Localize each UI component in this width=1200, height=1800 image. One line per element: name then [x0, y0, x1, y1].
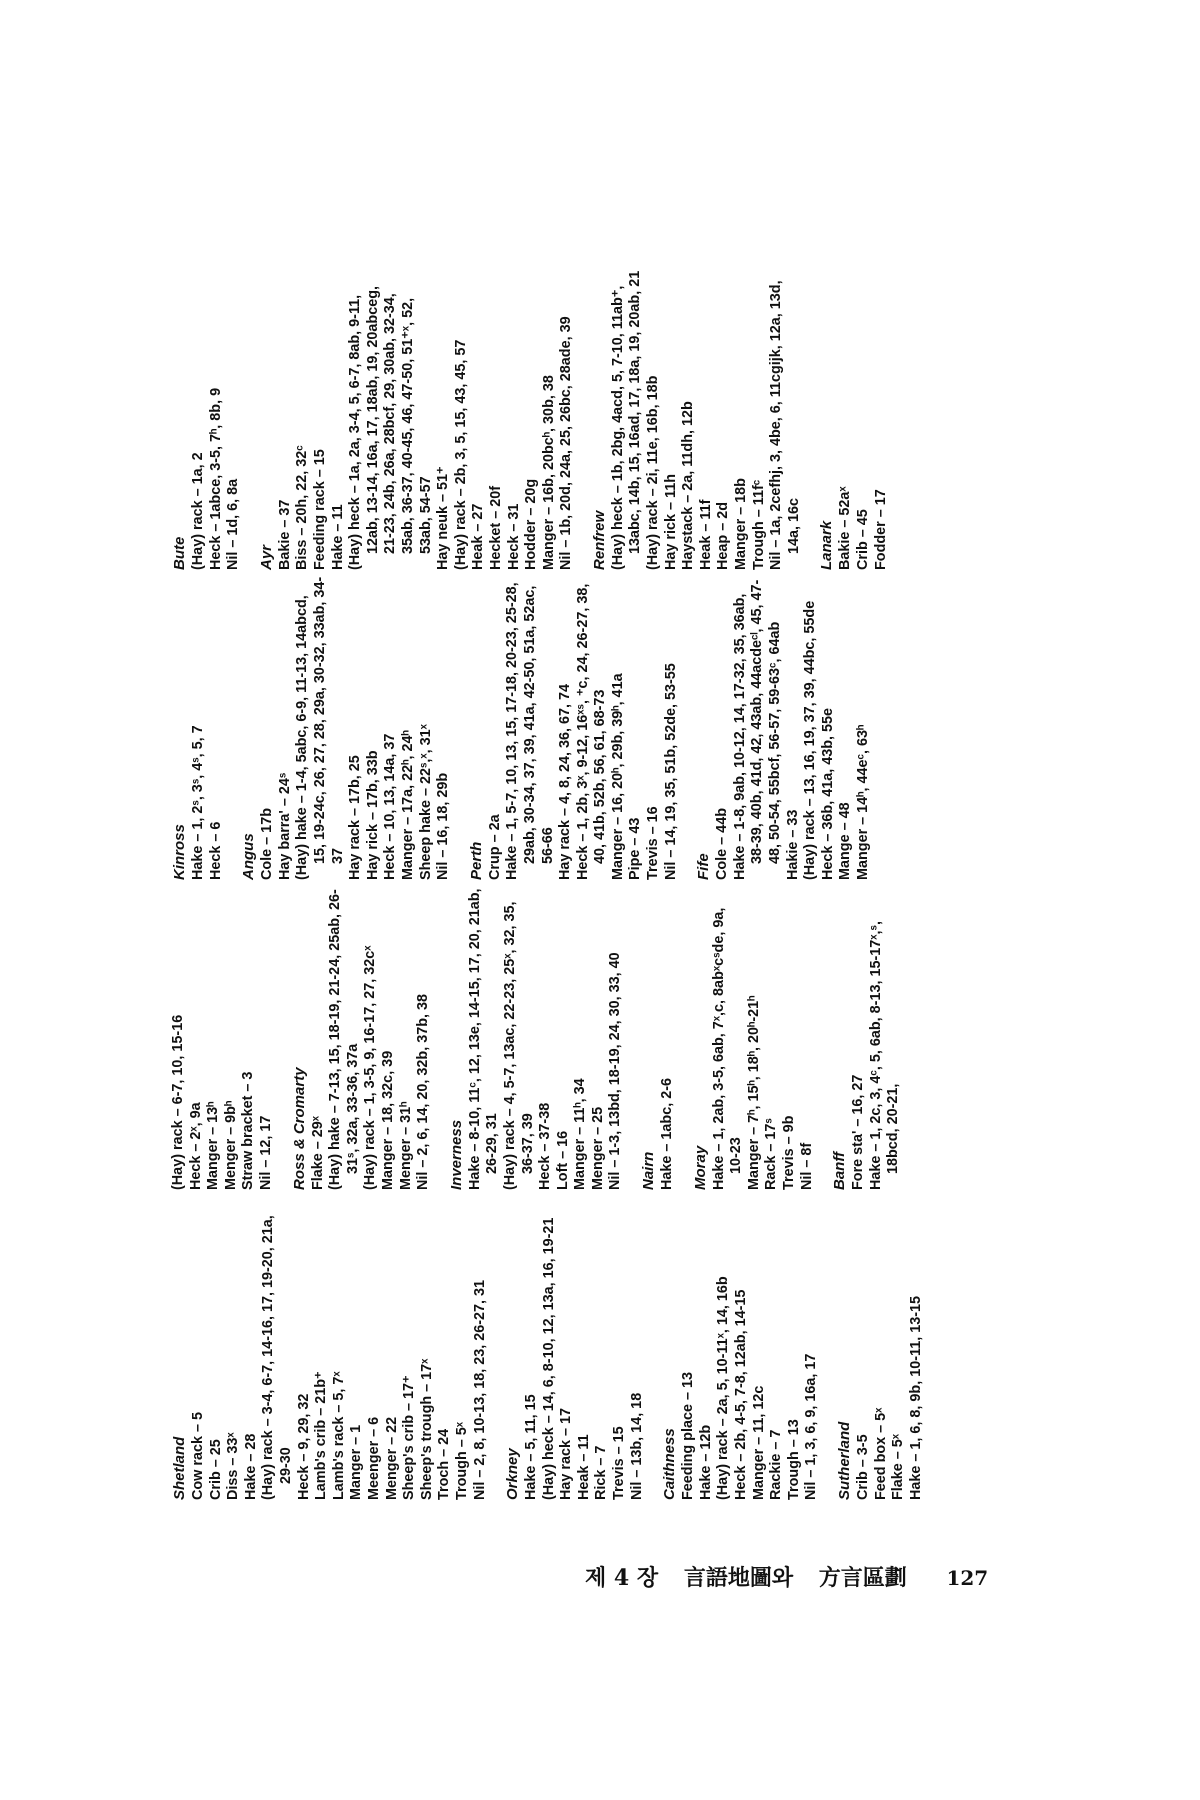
term-entry: Flake – 5ˣ: [890, 1433, 907, 1500]
term-entry: Straw bracket – 3: [240, 1071, 257, 1190]
county-heading: Orkney: [504, 1448, 522, 1500]
term-entry: Hay rack – 17: [558, 1407, 575, 1500]
term-entry: Manger – 11ʰ, 34: [572, 1078, 589, 1190]
term-entry: (Hay) hake – 7-13, 15, 18-19, 21-24, 25ab, 26-31ˢ, 32a, 33-36, 37a: [327, 889, 361, 1190]
term-entry: Manger – 18b: [733, 478, 750, 570]
text-column: [170, 1190, 1010, 1500]
term-entry: Heck – 36b, 41a, 43b, 55e: [819, 707, 836, 880]
term-entry: Crup – 2a: [486, 814, 503, 880]
term-entry: Heck – 1, 2b, 3ˣ, 9-12, 16ˣˢ, ⁺c, 24, 26-27, 38, 40, 41b, 52b, 56, 61, 68-73: [574, 583, 609, 880]
term-entry: (Hay) rack – 2a, 5, 10-11ˣ, 14, 16b: [715, 1276, 732, 1500]
text-column: [170, 570, 1010, 880]
text-column: [170, 880, 1010, 1190]
term-entry: Hake – 1, 2ˢ, 3ˢ, 4ˢ, 5, 7: [190, 725, 206, 880]
term-entry: (Hay) rack – 6-7, 10, 15-16: [170, 1014, 186, 1190]
county-section: [694, 574, 872, 880]
term-entry: Trough – 5ˣ: [453, 1421, 470, 1500]
term-entry: Hay barra' – 24ˢ: [276, 772, 293, 880]
county-section: [447, 884, 625, 1190]
term-entry: Nil – 1, 3, 6, 9, 16a, 17: [803, 1353, 820, 1500]
term-entry: Fore sta' – 16, 27: [850, 1074, 867, 1190]
county-heading: Moray: [691, 1145, 709, 1190]
text-column: [170, 260, 1010, 570]
chapter-title-part1: 言語地圖와: [683, 1565, 794, 1591]
page-number: 127: [946, 1566, 989, 1590]
county-section: [660, 1194, 821, 1500]
term-entry: Heap – 2d: [715, 502, 732, 570]
term-entry: Mange – 48: [837, 802, 854, 880]
county-section: [290, 884, 433, 1190]
term-entry: Hake – 1, 5-7, 10, 13, 15, 17-18, 20-23, 25-28, 29ab, 30-34, 37, 39, 41a, 42-50, 51a, 52ac, 56-66: [504, 582, 556, 880]
term-entry: Manger – 7ʰ, 15ʰ, 18ʰ, 20ʰ-21ʰ: [745, 995, 762, 1190]
county-heading: Nairn: [640, 1151, 658, 1190]
term-entry: (Hay) rack – 1a, 2: [190, 452, 206, 570]
term-entry: Lamb's rack – 5, 7ˣ: [330, 1371, 347, 1500]
term-entry: Trough – 13: [785, 1419, 802, 1500]
county-heading: Perth: [467, 841, 485, 880]
term-entry: Nil – 1d, 6, 8a: [225, 478, 242, 570]
term-entry: Trevis – 9b: [781, 1115, 798, 1190]
term-entry: (Hay) heck – 1b, 2bg, 4acd, 5, 7-10, 11ab⁺, 13abc, 14b, 15, 16ad, 17, 18a, 19, 20ab, 21: [609, 270, 644, 570]
term-entry: Rack – 17ˢ: [763, 1118, 780, 1190]
term-entry: Hake – 5, 11, 15: [523, 1394, 540, 1500]
term-entry: Manger – 16b, 20bcʰ, 30b, 38: [540, 375, 557, 570]
term-entry: Manger – 14ʰ, 44eᶜ, 63ʰ: [855, 724, 871, 880]
term-entry: Nil – 1-3, 13bd, 18-19, 24, 30, 33, 40: [607, 952, 624, 1190]
term-entry: Cole – 17b: [259, 808, 276, 880]
term-entry: Flake – 29ˣ: [309, 1115, 326, 1190]
columns: [170, 260, 1010, 1500]
term-entry: Manger – 16, 20ʰ, 29b, 39ʰ, 41a: [609, 673, 626, 880]
county-section: [239, 574, 453, 880]
term-entry: Hakie – 33: [784, 809, 801, 880]
term-entry: Hake – 12b: [697, 1424, 714, 1500]
term-entry: Hay neuk – 51⁺: [435, 466, 452, 570]
term-entry: Cole – 44b: [714, 808, 731, 880]
term-entry: Hake – 8-10, 11ᶜ, 12, 13e, 14-15, 17, 20, 21ab, 26-29, 31: [466, 888, 501, 1190]
term-entry: Nil – 14, 19, 35, 51b, 52de, 53-55: [662, 663, 679, 880]
term-entry: Menger – 25: [589, 1106, 606, 1190]
term-entry: Heck – 2b, 4-5, 7-8, 12ab, 14-15: [733, 1289, 750, 1500]
county-section: [830, 884, 903, 1190]
term-entry: Lamb's crib – 21b⁺: [313, 1371, 330, 1500]
term-entry: Heck – 10, 13, 14a, 37: [382, 733, 399, 880]
term-entry: Menger – 9bʰ: [222, 1100, 239, 1190]
term-entry: Hake – 1abc, 2-6: [659, 1078, 676, 1190]
term-entry: Loft – 16: [554, 1130, 571, 1190]
county-heading: Ayr: [257, 544, 275, 570]
county-section: [170, 264, 243, 570]
term-entry: Bakie – 37: [276, 499, 293, 570]
page-footer: [585, 1558, 1005, 1598]
term-entry: Feeding place – 13: [680, 1372, 697, 1500]
term-entry: Hecket – 20f: [487, 486, 504, 570]
term-entry: Crib – 25: [207, 1439, 224, 1500]
county-heading: Sutherland: [836, 1421, 853, 1500]
term-entry: Menger – 22: [383, 1416, 400, 1500]
term-entry: Hake – 1, 2ab, 3-5, 6ab, 7ˣ,c, 8abˣcˢde, 9a, 10-23: [710, 907, 745, 1190]
term-entry: (Hay) heck – 1a, 2a, 3-4, 5, 6-7, 8ab, 9-11, 12ab, 13-14, 16a, 17, 18ab, 19, 20abceg, 21-23, 24b, 26a, 28bcf, 29, 30ab, 32-34, 35ab, 36-37, 40-45, 46, 47-50, 51⁺ˣ, 52, 53ab, 54-57: [347, 285, 434, 570]
county-section: [170, 574, 225, 880]
term-entry: Manger – 11, 12c: [750, 1385, 767, 1500]
term-entry: Rackie – 7: [768, 1429, 785, 1500]
term-entry: Meenger – 6: [365, 1416, 382, 1500]
term-entry: Hay rick – 17b, 33b: [364, 750, 381, 880]
term-entry: Haystack – 2a, 11dh, 12b: [680, 401, 697, 570]
term-entry: Nil – 16, 18, 29b: [435, 772, 452, 880]
term-entry: (Hay) rack – 2b, 3, 5, 15, 43, 45, 57: [452, 339, 469, 570]
county-heading: Ross & Cromarty: [290, 1067, 308, 1190]
county-section: [835, 1194, 925, 1500]
county-section: [639, 884, 677, 1190]
term-entry: Nil – 1a, 2cefhj, 3, 4be, 6, 11cgijk, 12a, 13d, 14a, 16c: [768, 280, 802, 570]
term-entry: Feed box – 5ˣ: [872, 1407, 889, 1500]
term-entry: Heck – 2ˣ, 9a: [187, 1102, 204, 1190]
term-entry: Sheep's trough – 17ˣ: [418, 1358, 435, 1500]
county-heading: Fife: [695, 853, 713, 880]
county-heading: Caithness: [661, 1428, 679, 1500]
term-entry: Heak – 11: [575, 1434, 592, 1500]
county-section: [817, 264, 890, 570]
term-entry: Trevis – 16: [645, 806, 662, 880]
term-entry: Nil – 1b, 20d, 24a, 25, 26bc, 28ade, 39: [558, 316, 575, 570]
term-entry: Nil – 2, 6, 14, 20, 32b, 37b, 38: [415, 994, 432, 1190]
county-section: [170, 1194, 489, 1500]
term-entry: Nil – 13b, 14, 18: [628, 1392, 645, 1500]
county-heading: Renfrew: [590, 510, 608, 570]
county-section: [691, 884, 817, 1190]
term-entry: (Hay) rack – 3-4, 6-7, 14-16, 17, 19-20, 21a, 29-30: [260, 1215, 294, 1500]
term-entry: Nil – 12, 17: [257, 1115, 274, 1190]
term-entry: Rick – 7: [593, 1445, 610, 1500]
term-entry: Hake – 1, 2c, 3, 4ᶜ, 5, 6ab, 8-13, 15-17ˣ,ˢ, 18bcd, 20-21,: [867, 921, 902, 1190]
county-section: [257, 264, 576, 570]
term-entry: Hodder – 20g: [523, 478, 540, 570]
term-entry: Pipe – 43: [627, 817, 644, 880]
term-entry: Manger – 17a, 22ʰ, 24ʰ: [399, 730, 416, 880]
term-entry: Feeding rack – 15: [311, 449, 328, 570]
term-entry: Hake – 11: [329, 504, 346, 570]
term-entry: Heak – 27: [470, 503, 487, 570]
county-section: [590, 264, 804, 570]
term-entry: Manger – 13ʰ: [205, 1101, 222, 1190]
county-heading: Shetland: [171, 1436, 188, 1500]
term-entry: Diss – 33ˣ: [225, 1432, 242, 1500]
county-section: [467, 574, 681, 880]
term-entry: Manger – 18, 32c, 39: [379, 1050, 396, 1190]
county-heading: Banff: [831, 1151, 849, 1190]
term-entry: (Hay) hake – 1-4, 5abc, 6-9, 11-13, 14abcd, 15, 19-24c, 26, 27, 28, 29a, 30-32, 33ab, 34-37: [294, 576, 346, 880]
term-entry: Menger – 31ʰ: [397, 1101, 414, 1190]
term-entry: Manger – 1: [348, 1424, 365, 1500]
term-entry: Heck – 6: [207, 821, 224, 880]
term-entry: Sheep hake – 22ˢ,ˣ, 31ˣ: [417, 724, 434, 880]
county-heading: Kinross: [171, 824, 188, 880]
rotated-text-block: [170, 260, 1010, 1500]
term-entry: Heck – 9, 29, 32: [295, 1393, 312, 1500]
chapter-label: 제 4 장: [585, 1565, 659, 1591]
term-entry: Troch – 24: [436, 1428, 453, 1500]
term-entry: (Hay) rack – 1, 3-5, 9, 16-17, 27, 32cˣ: [362, 945, 379, 1190]
term-entry: Trough – 11fᶜ: [750, 479, 767, 570]
term-entry: (Hay) rack – 13, 16, 19, 37, 39, 44bc, 55de: [802, 600, 819, 880]
term-entry: Heck – 1abce, 3-5, 7ʰ, 8b, 9: [207, 387, 224, 570]
term-entry: Nil – 2, 8, 10-13, 18, 23, 26-27, 31: [471, 1279, 488, 1500]
term-entry: Nil – 8f: [798, 1142, 815, 1190]
term-entry: Heak – 11f: [697, 499, 714, 570]
chapter-title-part2: 方言區劃: [818, 1565, 907, 1591]
term-entry: Cow rack – 5: [190, 1412, 206, 1500]
term-entry: Hay rack – 4, 8, 24, 36, 67, 74: [557, 683, 574, 880]
county-heading: Angus: [240, 833, 258, 880]
term-entry: Hake – 1-8, 9ab, 10-12, 14, 17-32, 35, 36ab, 38-39, 40b, 41d, 42, 43ab, 44acdeᶜˡ, 45, 47-48, 50-54, 55bcf, 56-57, 59-63ᶜ, 64ab: [731, 579, 784, 880]
county-heading: Inverness: [447, 1119, 465, 1190]
term-entry: Bakie – 52aˣ: [837, 486, 854, 570]
term-entry: Fodder – 17: [872, 489, 889, 570]
term-entry: Crib – 3-5: [855, 1434, 871, 1500]
term-entry: (Hay) rack – 2i, 11e, 16b, 18b: [645, 375, 662, 570]
term-entry: Biss – 20h, 22, 32ᶜ: [294, 445, 311, 570]
term-entry: Sheep's crib – 17⁺: [401, 1375, 418, 1500]
county-heading: Lanark: [818, 520, 836, 570]
term-entry: Crib – 45: [855, 509, 871, 570]
term-entry: Hay rack – 17b, 25: [347, 755, 364, 880]
term-entry: (Hay) rack – 4, 5-7, 13ac, 22-23, 25ˣ, 32, 35, 36-37, 39: [501, 901, 536, 1190]
county-section: [170, 884, 276, 1190]
county-heading: Bute: [171, 536, 188, 570]
county-section: [503, 1194, 646, 1500]
term-entry: Heck – 31: [505, 503, 522, 570]
term-entry: Hake – 28: [242, 1433, 259, 1500]
term-entry: Hake – 1, 6, 8, 9b, 10-11, 13-15: [907, 1295, 924, 1500]
term-entry: Heck – 37-38: [537, 1102, 554, 1190]
term-entry: Hay rick – 11h: [662, 473, 679, 570]
term-entry: (Hay) heck – 14, 6, 8-10, 12, 13a, 16, 19-21: [540, 1217, 557, 1500]
term-entry: Trevis – 15: [611, 1426, 628, 1500]
